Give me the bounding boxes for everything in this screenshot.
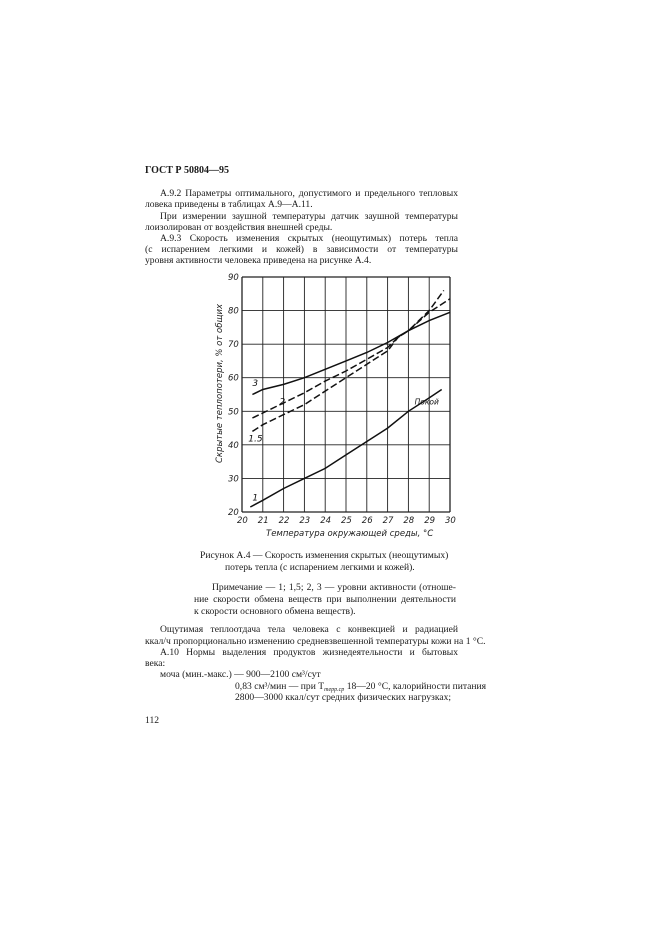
x-tick-label: 27 [382,516,394,526]
series-line-1-5 [252,290,443,431]
paragraph-a92-line1: А.9.2 Параметры оптимального, допустимого и предельного тепловых [160,188,458,199]
y-axis-label: Скрытые теплопотери, % от общих [215,303,225,463]
figure-caption-line2: потерь тепла (с испарением легкими и кожей). [225,562,415,573]
x-tick-label: 21 [257,516,269,526]
series-label: 1.5 [248,434,263,445]
x-tick-label: 24 [320,516,332,526]
note-line1: Примечание — 1; 1,5; 2, 3 — уровни активности (отноше- [212,582,456,593]
x-tick-label: 29 [424,516,436,526]
paragraph-a93-line2: (с испарением легкими и кожей) в зависимости от температуры [145,244,458,255]
x-tick-label: 20 [237,516,248,526]
x-tick-label: 28 [403,516,415,526]
series-line-3 [252,312,450,394]
series-label: 2 [279,397,286,408]
y-tick-label: 80 [228,306,239,317]
paragraph-2-line1: При измерении заушной температуры датчик заушной температуры [160,211,458,222]
y-tick-label: 90 [228,273,239,283]
annotation-label: Покой [414,397,439,407]
y-tick-label: 60 [228,373,239,384]
series-label: 1 [252,493,259,504]
y-tick-label: 30 [228,474,239,485]
page-number: 112 [145,715,160,726]
note-line3: к скорости основного обмена веществ). [194,606,356,617]
paragraph-a92-line2: ловека приведены в таблицах А.9—А.11. [145,199,313,210]
x-tick-label: 23 [299,516,311,526]
figure-a4-chart [200,268,470,540]
x-tick-label: 22 [278,516,290,526]
body-a10-line2: века: [145,658,166,669]
y-tick-label: 50 [228,407,239,418]
body-p1-line1: Ощутимая теплоотдача тела человека с конвекцией и радиацией [160,624,458,635]
x-tick-label: 25 [341,516,352,526]
x-tick-label: 30 [445,516,456,526]
x-tick-label: 26 [361,516,373,526]
x-axis-label: Температура окружающей среды, °С [266,529,434,539]
series-label: 3 [252,379,259,390]
urine-norm: моча (мин.-макс.) — 900—2100 см³/сут [160,669,321,680]
paragraph-a93-line1: А.9.3 Скорость изменения скрытых (неощутимых) потерь тепла [160,233,458,244]
standard-header: ГОСТ Р 50804—95 [145,165,230,176]
urine-line2-a: 0,83 см³/мин — при T [235,681,325,692]
urine-line2-subscript: терр.ср [324,687,345,693]
body-p1-line2: ккал/ч пропорционально изменению средневзвешенной температуры кожи на 1 °С. [145,636,486,647]
urine-line2-b: 18—20 °С, калорийности питания [344,681,487,692]
urine-norm-line3: 2800—3000 ккал/сут средних физических нагрузках; [235,692,452,703]
y-tick-label: 40 [228,440,239,451]
note-line2: ние скорости обмена веществ при выполнении деятельности [194,594,456,605]
figure-caption-line1: Рисунок А.4 — Скорость изменения скрытых (неощутимых) [200,550,449,561]
y-tick-label: 20 [228,508,239,518]
y-tick-label: 70 [228,340,239,351]
paragraph-2-line2: лоизолирован от воздействия внешней среды. [145,222,333,233]
body-a10-line1: А.10 Нормы выделения продуктов жизнедеятельности и бытовых [160,647,458,658]
paragraph-a93-line3: уровня активности человека приведена на рисунке А.4. [145,255,372,266]
